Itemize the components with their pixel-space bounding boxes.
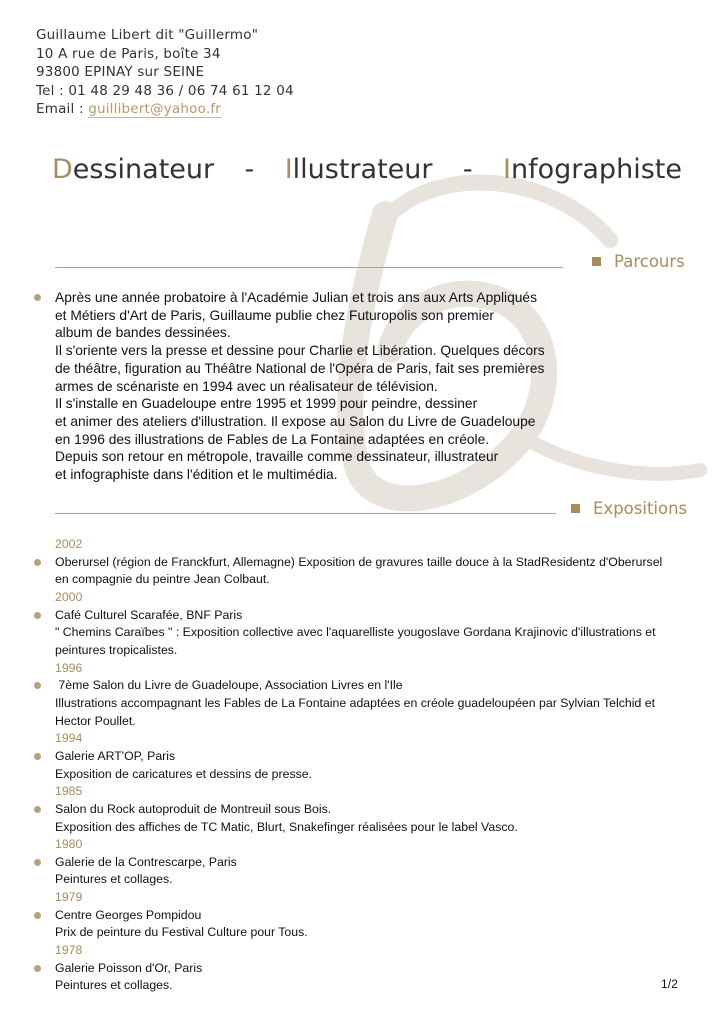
exposition-text: Hector Poullet.	[55, 713, 136, 728]
expositions-list	[34, 536, 674, 995]
section-heading-expositions	[571, 499, 687, 518]
exposition-venue	[55, 748, 674, 766]
exposition-venue	[55, 607, 674, 625]
parcours-line: en 1996 des illustrations de Fables de La Fontaine adaptées en créole.	[55, 431, 490, 447]
exposition-venue	[55, 907, 674, 925]
exposition-description	[55, 624, 674, 642]
exposition-description	[55, 819, 674, 837]
expositions-divider	[55, 513, 556, 514]
exposition-entry	[34, 783, 674, 836]
exposition-entry	[34, 836, 674, 889]
exposition-year: 2002	[55, 537, 83, 551]
exposition-description	[55, 695, 674, 713]
exposition-venue	[55, 554, 674, 572]
bullet-icon	[34, 859, 41, 866]
title-word-infographiste: Infographiste	[503, 154, 682, 185]
exposition-text: Centre Georges Pompidou	[55, 907, 202, 922]
exposition-text: Exposition des affiches de TC Matic, Blurt, Snakefinger réalisées pour le label Vasco.	[55, 819, 518, 834]
bullet-icon	[34, 965, 41, 972]
exposition-description	[55, 871, 674, 889]
exposition-text: Peintures et collages.	[55, 978, 173, 993]
title-separator: -	[244, 154, 255, 185]
parcours-line: armes de scénariste en 1994 avec un réalisateur de télévision.	[55, 378, 438, 394]
square-bullet-icon	[592, 257, 601, 266]
exposition-description	[55, 713, 674, 731]
parcours-divider	[55, 267, 563, 268]
parcours-paragraph	[34, 289, 594, 484]
contact-address-line2: 93800 EPINAY sur SEINE	[36, 64, 205, 81]
exposition-text: Peintures et collages.	[55, 872, 173, 887]
exposition-description	[55, 642, 674, 660]
exposition-entry	[34, 660, 674, 731]
exposition-text: Illustrations accompagnant les Fables de La Fontaine adaptées en créole guadeloupéen par Sylvian Telchid et	[55, 695, 655, 710]
bullet-icon	[34, 612, 41, 619]
parcours-line: Il s'oriente vers la presse et dessine pour Charlie et Libération. Quelques décors	[55, 343, 545, 359]
exposition-text: Galerie de la Contrescarpe, Paris	[55, 854, 237, 869]
exposition-text: Galerie Poisson d'Or, Paris	[55, 960, 203, 975]
contact-email-row	[36, 100, 294, 119]
exposition-text: Salon du Rock autoproduit de Montreuil sous Bois.	[55, 801, 332, 816]
exposition-year: 1985	[55, 784, 83, 799]
bullet-icon	[34, 682, 41, 689]
exposition-entry	[34, 889, 674, 942]
title-separator: -	[462, 154, 473, 185]
exposition-entry	[34, 589, 674, 660]
page-number: 1/2	[660, 977, 678, 991]
exposition-year: 1980	[55, 837, 83, 852]
exposition-text: peintures tropicalistes.	[55, 642, 178, 657]
exposition-text: Prix de peinture du Festival Culture pour Tous.	[55, 925, 308, 940]
exposition-text: Exposition de caricatures et dessins de presse.	[55, 766, 313, 781]
exposition-year: 1979	[55, 890, 83, 905]
parcours-line: de théâtre, figuration au Théâtre National de l'Opéra de Paris, fait ses premières	[55, 360, 545, 376]
exposition-year: 2000	[55, 589, 83, 604]
exposition-year: 1978	[55, 943, 83, 958]
exposition-entry	[34, 730, 674, 783]
parcours-line: et animer des ateliers d'illustration. Il expose au Salon du Livre de Guadeloupe	[55, 413, 536, 429]
exposition-text: Café Culturel Scarafée, BNF Paris	[55, 607, 243, 622]
contact-name: Guillaume Libert dit "Guillermo"	[36, 27, 259, 43]
exposition-text: " Chemins Caraïbes " : Exposition collective avec l'aquarelliste yougoslave Gordana Krajinovic d'illustrations et	[55, 625, 656, 640]
exposition-venue	[55, 801, 674, 819]
exposition-text: 7ème Salon du Livre de Guadeloupe, Association Livres en l'Ile	[55, 678, 403, 693]
contact-email-link[interactable]: guillibert@yahoo.fr	[88, 101, 222, 118]
exposition-description	[55, 571, 674, 589]
bullet-icon	[34, 753, 41, 760]
exposition-entry	[34, 536, 674, 589]
contact-phone: Tel : 01 48 29 48 36 / 06 74 61 12 04	[36, 82, 294, 99]
contact-block	[36, 26, 294, 119]
exposition-text: en compagnie du peintre Jean Colbaut.	[55, 572, 270, 587]
contact-email-label: Email :	[36, 101, 89, 118]
exposition-entry	[34, 942, 674, 995]
exposition-venue	[55, 854, 674, 872]
bullet-icon	[34, 912, 41, 919]
bullet-icon	[34, 806, 41, 813]
parcours-line: album de bandes dessinées.	[55, 325, 231, 341]
exposition-description	[55, 766, 674, 784]
section-heading-parcours-label: Parcours	[614, 252, 685, 271]
section-heading-parcours	[592, 252, 685, 271]
title-word-illustrateur: Illustrateur	[284, 154, 433, 185]
parcours-line: et infographiste dans l'édition et le multimédia.	[55, 467, 338, 483]
exposition-text: Galerie ART'OP, Paris	[55, 748, 176, 763]
parcours-line: Il s'installe en Guadeloupe entre 1995 et 1999 pour peindre, dessiner	[55, 396, 478, 412]
parcours-line: et Métiers d'Art de Paris, Guillaume publie chez Futuropolis son premier	[55, 307, 494, 323]
exposition-description	[55, 924, 674, 942]
exposition-description	[55, 977, 674, 995]
parcours-line: Après une année probatoire à l'Académie Julian et trois ans aux Arts Appliqués	[55, 290, 537, 305]
contact-address-line1: 10 A rue de Paris, boîte 34	[36, 45, 221, 62]
title-word-dessinateur: Dessinateur	[52, 154, 215, 185]
exposition-text: Oberursel (région de Franckfurt, Allemagne) Exposition de gravures taille douce à la StadResidentz d'Oberursel	[55, 554, 663, 569]
parcours-line: Depuis son retour en métropole, travaille comme dessinateur, illustrateur	[55, 449, 499, 465]
page-title	[52, 154, 682, 185]
exposition-year: 1996	[55, 660, 83, 675]
exposition-venue	[55, 677, 674, 695]
section-heading-expositions-label: Expositions	[593, 499, 688, 518]
bullet-icon	[34, 559, 41, 566]
square-bullet-icon	[571, 504, 580, 513]
exposition-year: 1994	[55, 731, 83, 746]
exposition-venue	[55, 960, 674, 978]
bullet-icon	[34, 294, 41, 301]
